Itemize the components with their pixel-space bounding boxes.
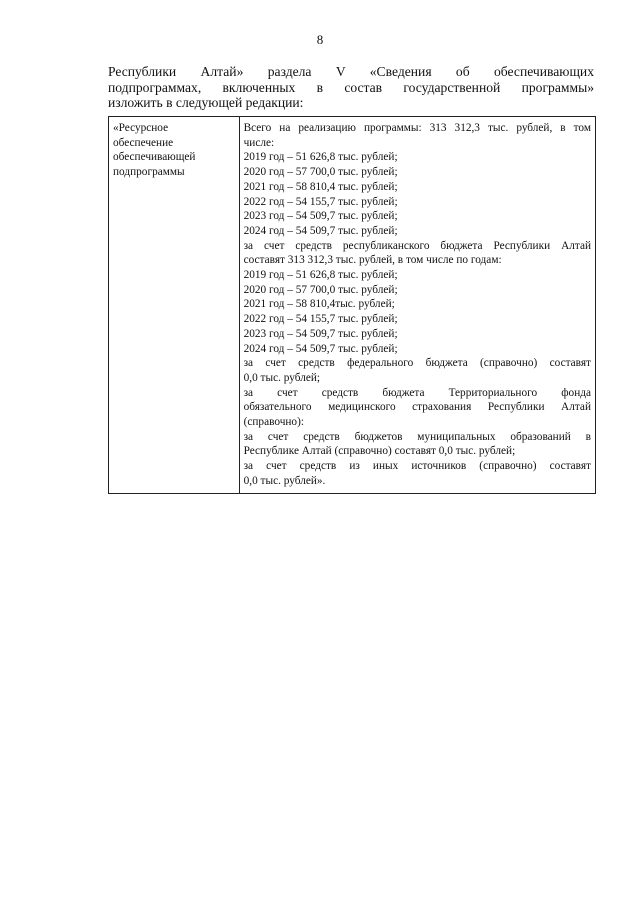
content-line: 2022 год – 54 155,7 тыс. рублей; — [243, 195, 398, 208]
resource-table — [108, 116, 596, 494]
content-line: обязательного медицинского страхования Республики Алтай — [243, 401, 591, 414]
label-line: «Ресурсное — [113, 122, 169, 134]
intro-line: подпрограммах, включенных в состав государственной программы» — [108, 79, 594, 95]
page-number: 8 — [316, 32, 324, 47]
label-line: обеспечивающей — [113, 151, 196, 164]
intro-paragraph — [108, 64, 594, 111]
content-line: составят 313 312,3 тыс. рублей, в том числе по годам: — [243, 254, 502, 267]
content-line: 2023 год – 54 509,7 тыс. рублей; — [243, 327, 398, 340]
content-line: за счет средств республиканского бюджета Республики Алтай — [243, 239, 591, 252]
content-line: 0,0 тыс. рублей». — [243, 474, 326, 487]
content-line: 0,0 тыс. рублей; — [243, 371, 321, 384]
content-line: 2022 год – 54 155,7 тыс. рублей; — [243, 313, 398, 326]
content-line: 2019 год – 51 626,8 тыс. рублей; — [243, 151, 398, 164]
label-cell — [109, 117, 240, 494]
content-cell — [239, 117, 595, 494]
content-line: 2023 год – 54 509,7 тыс. рублей; — [243, 210, 398, 223]
content-line: (справочно): — [243, 416, 304, 429]
content-line: за счет средств бюджетов муниципальных образований в — [243, 430, 591, 443]
label-line: подпрограммы — [113, 166, 185, 179]
content-line: 2021 год – 58 810,4тыс. рублей; — [243, 298, 395, 311]
intro-line: изложить в следующей редакции: — [108, 95, 304, 110]
content-line: 2019 год – 51 626,8 тыс. рублей; — [243, 269, 398, 282]
content-line: 2020 год – 57 700,0 тыс. рублей; — [243, 283, 398, 296]
content-line: 2024 год – 54 509,7 тыс. рублей; — [243, 224, 398, 237]
content-line: Всего на реализацию программы: 313 312,3 тыс. рублей, в том — [243, 122, 591, 134]
content-line: 2020 год – 57 700,0 тыс. рублей; — [243, 166, 398, 179]
intro-line: Республики Алтай» раздела V «Сведения об обеспечивающих — [108, 64, 594, 79]
table-row — [109, 117, 596, 494]
content-line: за счет средств федерального бюджета (справочно) составят — [243, 357, 591, 370]
content-line: Республике Алтай (справочно) составят 0,0 тыс. рублей; — [243, 445, 516, 458]
content-line: за счет средств из иных источников (справочно) составят — [243, 460, 591, 473]
content-line: за счет средств бюджета Территориального фонда — [243, 386, 591, 399]
content-line: 2024 год – 54 509,7 тыс. рублей; — [243, 342, 398, 355]
label-line: обеспечение — [113, 136, 174, 149]
content-line: 2021 год – 58 810,4 тыс. рублей; — [243, 180, 398, 193]
content-line: числе: — [243, 136, 275, 149]
